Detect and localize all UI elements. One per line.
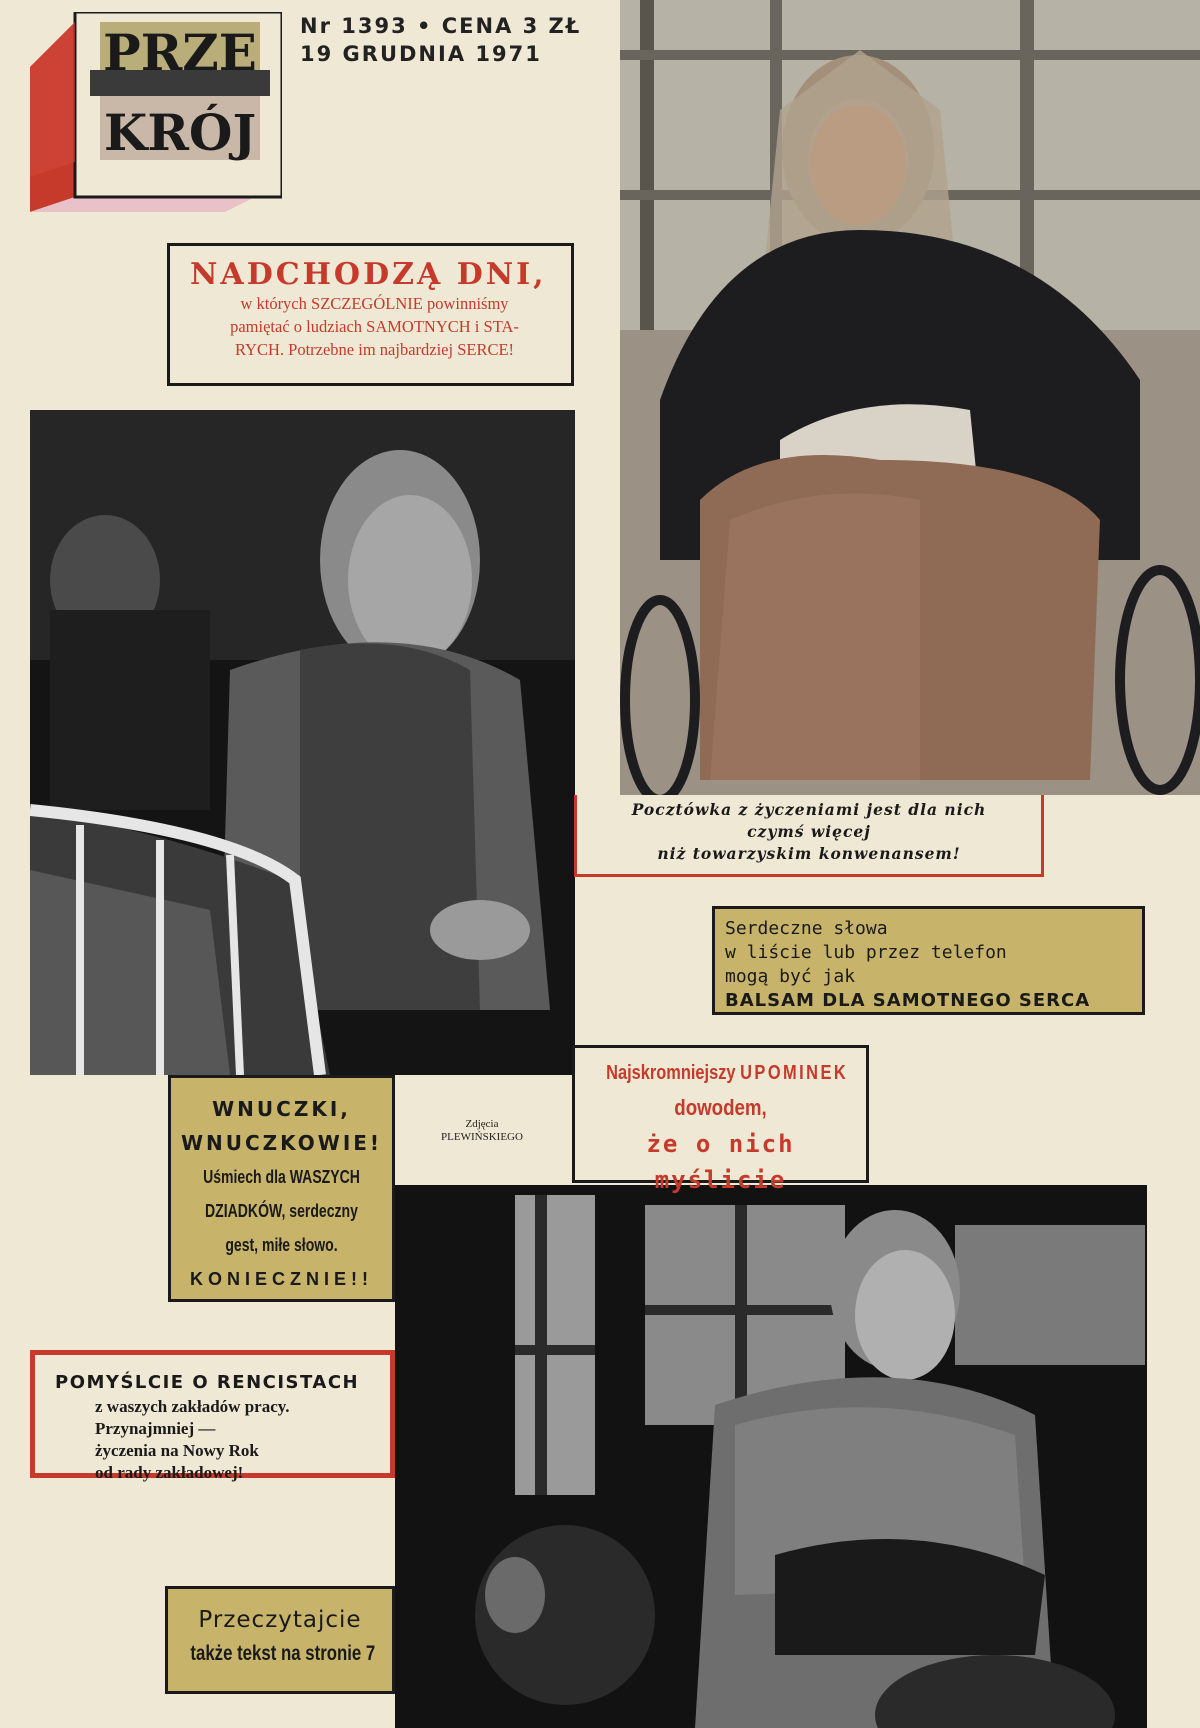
pomyslcie-line: życzenia na Nowy Rok <box>95 1441 259 1460</box>
caption-line: czymś więcej <box>747 822 871 841</box>
wnuczki-line: Uśmiech dla WASZYCH <box>203 1167 360 1187</box>
serdeczne-line: Serdeczne słowa <box>725 918 888 939</box>
przeczytajcie-line: także tekst na stronie 7 <box>190 1642 376 1665</box>
nadchodza-text: . Potrzebne im najbardziej <box>279 340 458 359</box>
pomyslcie-headline: POMYŚLCIE O RENCISTACH <box>55 1372 360 1393</box>
red-divider <box>574 795 577 877</box>
serdeczne-line: w liście lub przez telefon <box>725 942 1007 963</box>
wnuczki-line: WNUCZKOWIE! <box>180 1131 383 1155</box>
upominek-line: dowodem, <box>674 1095 767 1120</box>
serdeczne-line: mogą być jak <box>725 966 856 987</box>
credits-label: Zdjęcia <box>465 1118 499 1130</box>
issue-number-price: Nr 1393 • CENA 3 ZŁ <box>300 14 582 38</box>
issue-info <box>300 12 581 68</box>
wnuczki-line: KONIECZNIE!! <box>190 1269 373 1289</box>
box-serdeczne-slowa <box>712 906 1145 1015</box>
box-wnuczki <box>168 1075 395 1302</box>
headline-box-nadchodza <box>167 243 574 386</box>
nadchodza-emphasis: SAMOTNYCH i STA- <box>366 317 519 336</box>
pomyslcie-line: od rady zakładowej! <box>95 1463 244 1482</box>
serdeczne-emphasis: BALSAM DLA SAMOTNEGO SERCA <box>725 990 1091 1011</box>
headline-nadchodza: NADCHODZĄ DNI, <box>190 257 547 292</box>
pomyslcie-line: Przynajmniej — <box>95 1419 216 1438</box>
caption-pocztowka <box>577 795 1044 877</box>
logo-bottom-text: KRÓJ <box>103 103 257 162</box>
nadchodza-emphasis: SZCZEGÓLNIE <box>311 294 423 313</box>
nadchodza-text: powinniśmy <box>422 294 509 313</box>
photo-credits <box>402 1078 562 1158</box>
box-upominek <box>572 1045 869 1194</box>
upominek-line: że o nich myślicie <box>646 1130 795 1194</box>
przeczytajcie-line: Przeczytajcie <box>198 1607 362 1633</box>
wnuczki-line: DZIADKÓW, serdeczny <box>205 1201 358 1221</box>
nadchodza-body <box>190 292 559 361</box>
caption-line: niż towarzyskim konwenansem! <box>657 844 961 863</box>
nadchodza-emphasis: SERCE! <box>457 340 515 359</box>
logo-top-text: PRZE <box>103 23 257 82</box>
upominek-emphasis: UPOMINEK <box>740 1062 849 1084</box>
credits-name: PLEWIŃSKIEGO <box>441 1131 523 1143</box>
pomyslcie-line: z waszych zakładów pracy. <box>95 1397 290 1416</box>
box-przeczytajcie <box>165 1586 395 1694</box>
caption-line: Pocztówka z życzeniami jest dla nich <box>631 800 987 819</box>
wnuczki-line: WNUCZKI, <box>212 1097 351 1121</box>
box-pomyslcie <box>30 1350 395 1482</box>
photo-old-man-on-bed <box>30 410 575 1075</box>
photo-elderly-woman-by-window <box>395 1185 1147 1728</box>
nadchodza-text: pamiętać o ludziach <box>230 317 367 336</box>
magazine-logo <box>30 12 282 212</box>
photo-woman-in-wheelchair <box>620 0 1200 795</box>
upominek-text: Najskromniejszy <box>606 1062 741 1084</box>
nadchodza-emphasis: RYCH <box>234 340 280 359</box>
wnuczki-line: gest, miłe słowo. <box>225 1235 338 1255</box>
upominek-line <box>606 1056 849 1090</box>
issue-date: 19 GRUDNIA 1971 <box>300 42 542 66</box>
pomyslcie-body <box>55 1396 390 1484</box>
nadchodza-text: w których <box>240 294 312 313</box>
